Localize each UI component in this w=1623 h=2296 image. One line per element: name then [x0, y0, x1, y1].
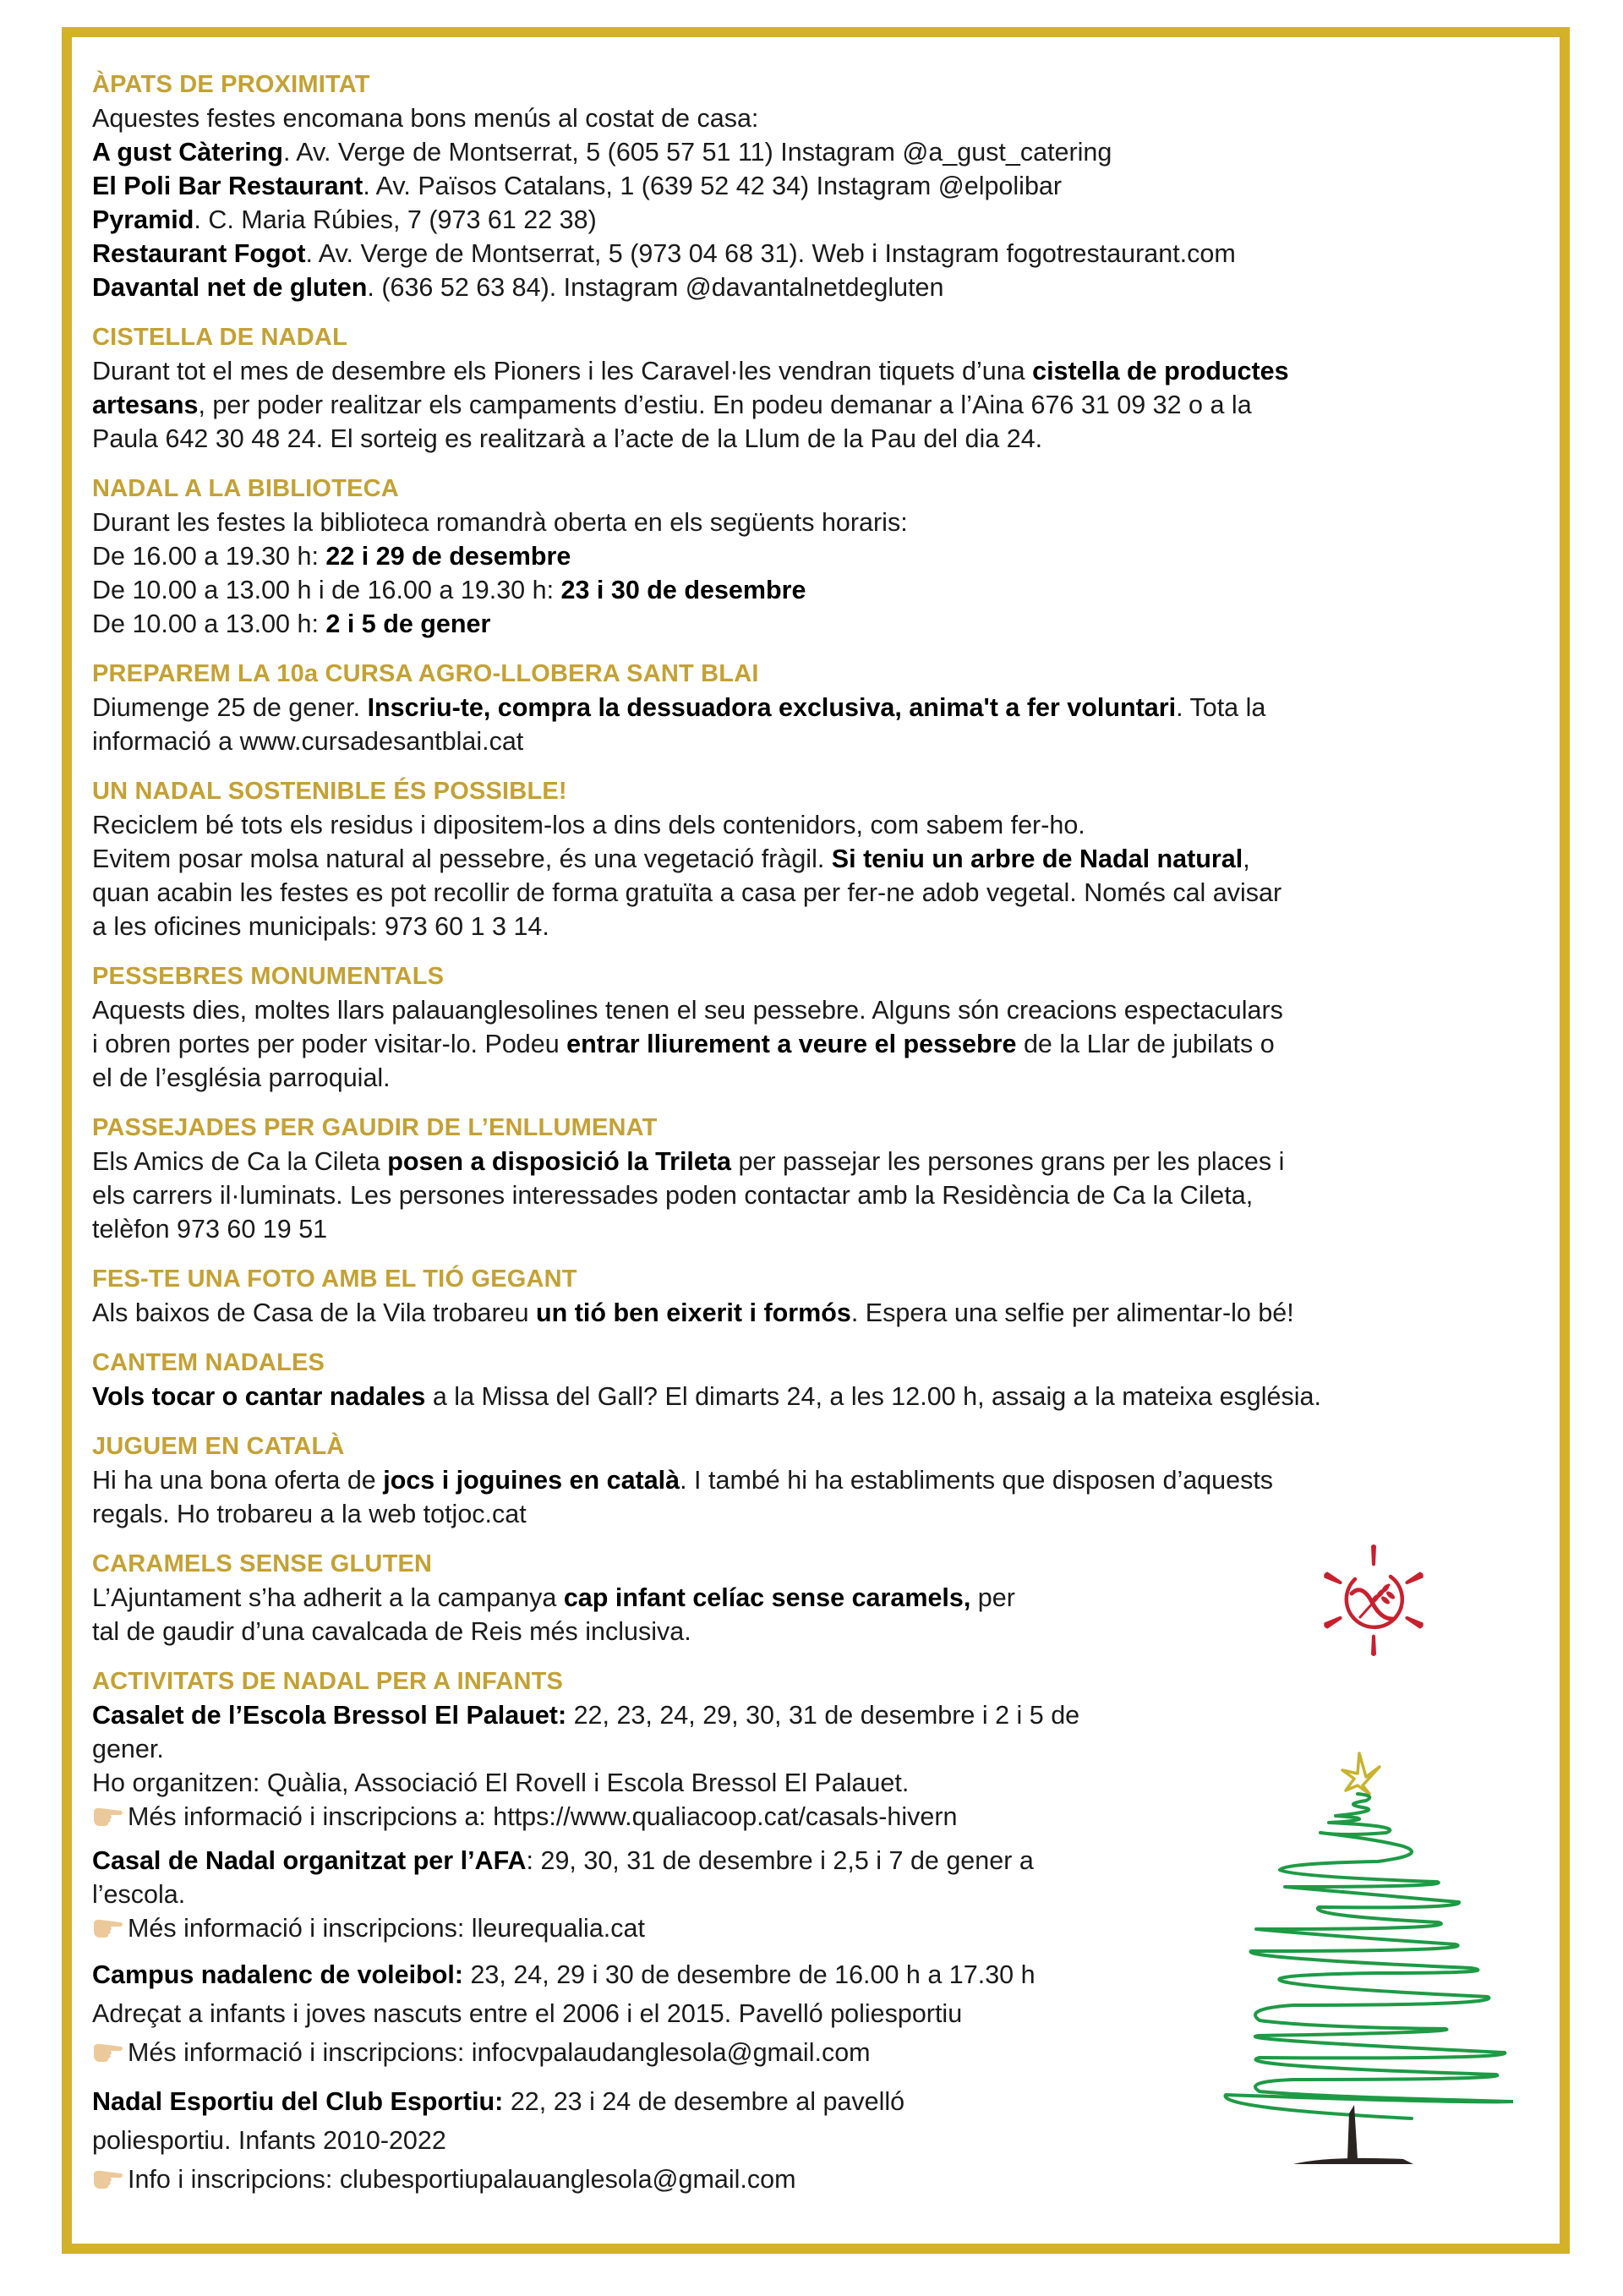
text-segment: . Tota la: [1176, 693, 1266, 722]
bold-text: artesans: [92, 391, 199, 419]
text-segment: per passejar les persones grans per les places i: [730, 1147, 1285, 1176]
section-biblioteca: [92, 472, 1529, 641]
text-line: [92, 422, 1529, 456]
text-line: [92, 1145, 1529, 1178]
text-segment: . Av. Verge de Montserrat, 5 (973 04 68 31). Web i Instagram fogotrestaurant.com: [305, 239, 1236, 268]
text-segment: els carrers il·luminats. Les persones interessades poden contactar amb la Residència de Ca la Cileta,: [92, 1181, 1254, 1210]
text-segment: , per poder realitzar els campaments d’estiu. En podeu demanar a l’Aina 676 31 09 32 o a la: [198, 391, 1252, 419]
text-line: [92, 1581, 1529, 1615]
text-segment: . C. Maria Rúbies, 7 (973 61 22 38): [194, 205, 597, 234]
text-segment: Ho organitzen: Quàlia, Associació El Rovell i Escola Bressol El Palauet.: [92, 1768, 910, 1797]
text-line: [92, 354, 1529, 388]
section-cursa: [92, 657, 1529, 758]
text-line: [92, 993, 1529, 1027]
bold-text: un tió ben eixerit i formós: [536, 1298, 851, 1327]
section-juguem: [92, 1430, 1529, 1531]
bold-text: Si teniu un arbre de Nadal natural: [831, 845, 1243, 873]
bold-text: posen a disposició la Trileta: [387, 1147, 731, 1176]
bold-text: Campus nadalenc de voleibol:: [92, 1960, 463, 1989]
text-line: [92, 1027, 1529, 1061]
text-segment: quan acabin les festes es pot recollir de forma gratuïta a casa per fer-ne adob vegetal. Només cal avisar: [92, 878, 1282, 907]
text-line: [92, 808, 1529, 842]
text-line: [92, 1463, 1529, 1497]
text-segment: Aquests dies, moltes llars palauanglesolines tenen el seu pessebre. Alguns són creacions espectaculars: [92, 996, 1283, 1025]
text-line: [92, 1061, 1529, 1095]
text-segment: regals. Ho trobareu a la web totjoc.cat: [92, 1500, 527, 1528]
text-segment: per: [970, 1583, 1015, 1612]
bold-text: jocs i joguines en català: [383, 1466, 680, 1495]
text-segment: Evitem posar molsa natural al pessebre, és una vegetació fràgil.: [92, 845, 832, 873]
text-segment: Hi ha una bona oferta de: [92, 1466, 384, 1495]
section-heading: PREPAREM LA 10a CURSA AGRO-LLOBERA SANT BLAI: [92, 660, 759, 687]
bold-text: Casalet de l’Escola Bressol El Palauet:: [92, 1701, 567, 1730]
section-tio: [92, 1262, 1529, 1330]
celiac-gluten-free-icon: [1314, 1541, 1433, 1659]
text-segment: telèfon 973 60 19 51: [92, 1215, 328, 1244]
text-segment: Als baixos de Casa de la Vila trobareu: [92, 1298, 537, 1327]
section-heading: PESSEBRES MONUMENTALS: [92, 963, 445, 990]
text-line: [92, 539, 1529, 573]
text-segment: 22, 23 i 24 de desembre al pavelló: [503, 2087, 905, 2116]
section-heading: NADAL A LA BIBLIOTECA: [92, 475, 399, 502]
section-passejades: [92, 1111, 1529, 1246]
bold-text: cistella de productes: [1032, 357, 1289, 385]
text-segment: . Av. Països Catalans, 1 (639 52 42 34) Instagram @elpolibar: [363, 172, 1063, 200]
section-heading: UN NADAL SOSTENIBLE ÉS POSSIBLE!: [92, 778, 567, 805]
text-line: [92, 876, 1529, 910]
text-segment: a les oficines municipals: 973 60 1 3 14.: [92, 912, 549, 941]
tree-trunk: [1347, 2105, 1358, 2159]
text-line: [92, 1497, 1529, 1531]
text-segment: Reciclem bé tots els residus i dipositem-los a dins dels contenidors, com sabem fer-ho.: [92, 811, 1085, 839]
bold-text: Casal de Nadal organitzat per l’AFA: [92, 1846, 527, 1875]
text-segment: . I també hi ha establiments que disposen d’aquests: [680, 1466, 1274, 1495]
bold-text: Restaurant Fogot: [92, 239, 306, 268]
section-heading: CANTEM NADALES: [92, 1349, 325, 1376]
section-pessebres: [92, 959, 1529, 1095]
bold-text: Nadal Esportiu del Club Esportiu:: [92, 2087, 504, 2116]
text-line: [92, 506, 1529, 539]
section-heading: FES-TE UNA FOTO AMB EL TIÓ GEGANT: [92, 1266, 577, 1293]
section-heading: CISTELLA DE NADAL: [92, 324, 347, 351]
christmas-tree-illustration: [1209, 1741, 1513, 2164]
section-heading: ACTIVITATS DE NADAL PER A INFANTS: [92, 1668, 564, 1695]
text-line: [92, 388, 1529, 422]
text-line: [92, 842, 1529, 876]
text-segment: l’escola.: [92, 1880, 186, 1909]
bold-text: Pyramid: [92, 205, 194, 234]
section-heading: JUGUEM EN CATALÀ: [92, 1433, 345, 1460]
bold-text: El Poli Bar Restaurant: [92, 172, 363, 200]
text-segment: ,: [1243, 845, 1250, 873]
text-segment: De 16.00 a 19.30 h:: [92, 542, 326, 571]
text-line: [92, 573, 1529, 607]
tree-star-icon: [1342, 1753, 1380, 1794]
bold-text: A gust Càtering: [92, 138, 283, 167]
text-line: [92, 271, 1529, 304]
pointing-hand-icon: [92, 1806, 124, 1828]
bold-text: Vols tocar o cantar nadales: [92, 1382, 426, 1411]
text-segment: informació a www.cursadesantblai.cat: [92, 727, 524, 756]
text-line: [92, 691, 1529, 724]
text-segment: Més informació i inscripcions: infocvpalaudanglesola@gmail.com: [128, 2038, 871, 2067]
text-segment: . (636 52 63 84). Instagram @davantalnetdegluten: [367, 273, 944, 302]
text-segment: Diumenge 25 de gener.: [92, 693, 368, 722]
bold-text: Inscriu-te, compra la dessuadora exclusiva, anima't a fer voluntari: [367, 693, 1177, 722]
text-segment: Adreçat a infants i joves nascuts entre el 2006 i el 2015. Pavelló poliesportiu: [92, 1999, 963, 2028]
text-segment: de la Llar de jubilats o: [1016, 1030, 1275, 1058]
text-line: [92, 1296, 1529, 1330]
section-cistella: [92, 320, 1529, 456]
text-line: [92, 1698, 1529, 1732]
text-segment: tal de gaudir d’una cavalcada de Reis més inclusiva.: [92, 1617, 691, 1646]
bold-text: 22 i 29 de desembre: [325, 542, 571, 571]
bold-text: cap infant celíac sense caramels,: [563, 1583, 971, 1612]
text-line: [92, 101, 1529, 135]
text-segment: i obren portes per poder visitar-lo. Podeu: [92, 1030, 567, 1058]
text-line: [92, 237, 1529, 271]
bold-text: Davantal net de gluten: [92, 273, 368, 302]
section-heading: CARAMELS SENSE GLUTEN: [92, 1550, 433, 1577]
text-line: [92, 1212, 1529, 1246]
text-segment: De 10.00 a 13.00 h i de 16.00 a 19.30 h:: [92, 576, 561, 604]
text-line: [92, 1178, 1529, 1212]
bold-text: 2 i 5 de gener: [325, 610, 491, 638]
text-line: [92, 135, 1529, 169]
section-sostenible: [92, 774, 1529, 943]
pointing-hand-icon: [92, 2168, 124, 2190]
text-line: [92, 724, 1529, 758]
text-segment: poliesportiu. Infants 2010-2022: [92, 2126, 446, 2155]
text-line: [92, 2160, 1529, 2199]
text-segment: a la Missa del Gall? El dimarts 24, a les 12.00 h, assaig a la mateixa església.: [425, 1382, 1321, 1411]
text-line: [92, 910, 1529, 943]
text-segment: Durant les festes la biblioteca romandrà oberta en els següents horaris:: [92, 508, 908, 537]
text-segment: : 29, 30, 31 de desembre i 2,5 i 7 de gener a: [526, 1846, 1034, 1875]
text-line: [92, 203, 1529, 237]
text-segment: el de l’església parroquial.: [92, 1063, 391, 1092]
text-line: [92, 169, 1529, 203]
text-segment: L’Ajuntament s’ha adherit a la campanya: [92, 1583, 564, 1612]
section-heading: ÀPATS DE PROXIMITAT: [92, 71, 370, 98]
bold-text: entrar lliurement a veure el pessebre: [566, 1030, 1017, 1058]
section-caramels: [92, 1547, 1529, 1648]
text-segment: Més informació i inscripcions: lleurequalia.cat: [128, 1914, 645, 1943]
text-segment: . Espera una selfie per alimentar-lo bé!: [850, 1298, 1294, 1327]
text-line: [92, 1380, 1529, 1413]
text-segment: Els Amics de Ca la Cileta: [92, 1147, 388, 1176]
section-apats: [92, 68, 1529, 304]
text-segment: . Av. Verge de Montserrat, 5 (605 57 51 11) Instagram @a_gust_catering: [282, 138, 1112, 167]
text-segment: De 10.00 a 13.00 h:: [92, 610, 326, 638]
text-segment: 22, 23, 24, 29, 30, 31 de desembre i 2 i 5 de: [566, 1701, 1080, 1730]
text-segment: Paula 642 30 48 24. El sorteig es realitzarà a l’acte de la Llum de la Pau del dia 24.: [92, 424, 1043, 453]
text-segment: 23, 24, 29 i 30 de desembre de 16.00 h a 17.30 h: [462, 1960, 1036, 1989]
section-heading: PASSEJADES PER GAUDIR DE L’ENLLUMENAT: [92, 1114, 658, 1141]
text-segment: gener.: [92, 1735, 164, 1763]
tree-spiral: [1226, 1794, 1513, 2118]
section-nadales: [92, 1346, 1529, 1413]
text-line: [92, 607, 1529, 641]
bold-text: 23 i 30 de desembre: [560, 576, 806, 604]
pointing-hand-icon: [92, 2042, 124, 2064]
pointing-hand-icon: [92, 1917, 124, 1939]
text-segment: Durant tot el mes de desembre els Pioners i les Caravel·les vendran tiquets d’una: [92, 357, 1033, 385]
text-segment: Aquestes festes encomana bons menús al costat de casa:: [92, 104, 759, 133]
text-segment: Info i inscripcions: clubesportiupalauanglesola@gmail.com: [128, 2165, 796, 2194]
text-line: [92, 1615, 1529, 1648]
text-segment: Més informació i inscripcions a: https://www.qualiacoop.cat/casals-hivern: [128, 1802, 958, 1831]
